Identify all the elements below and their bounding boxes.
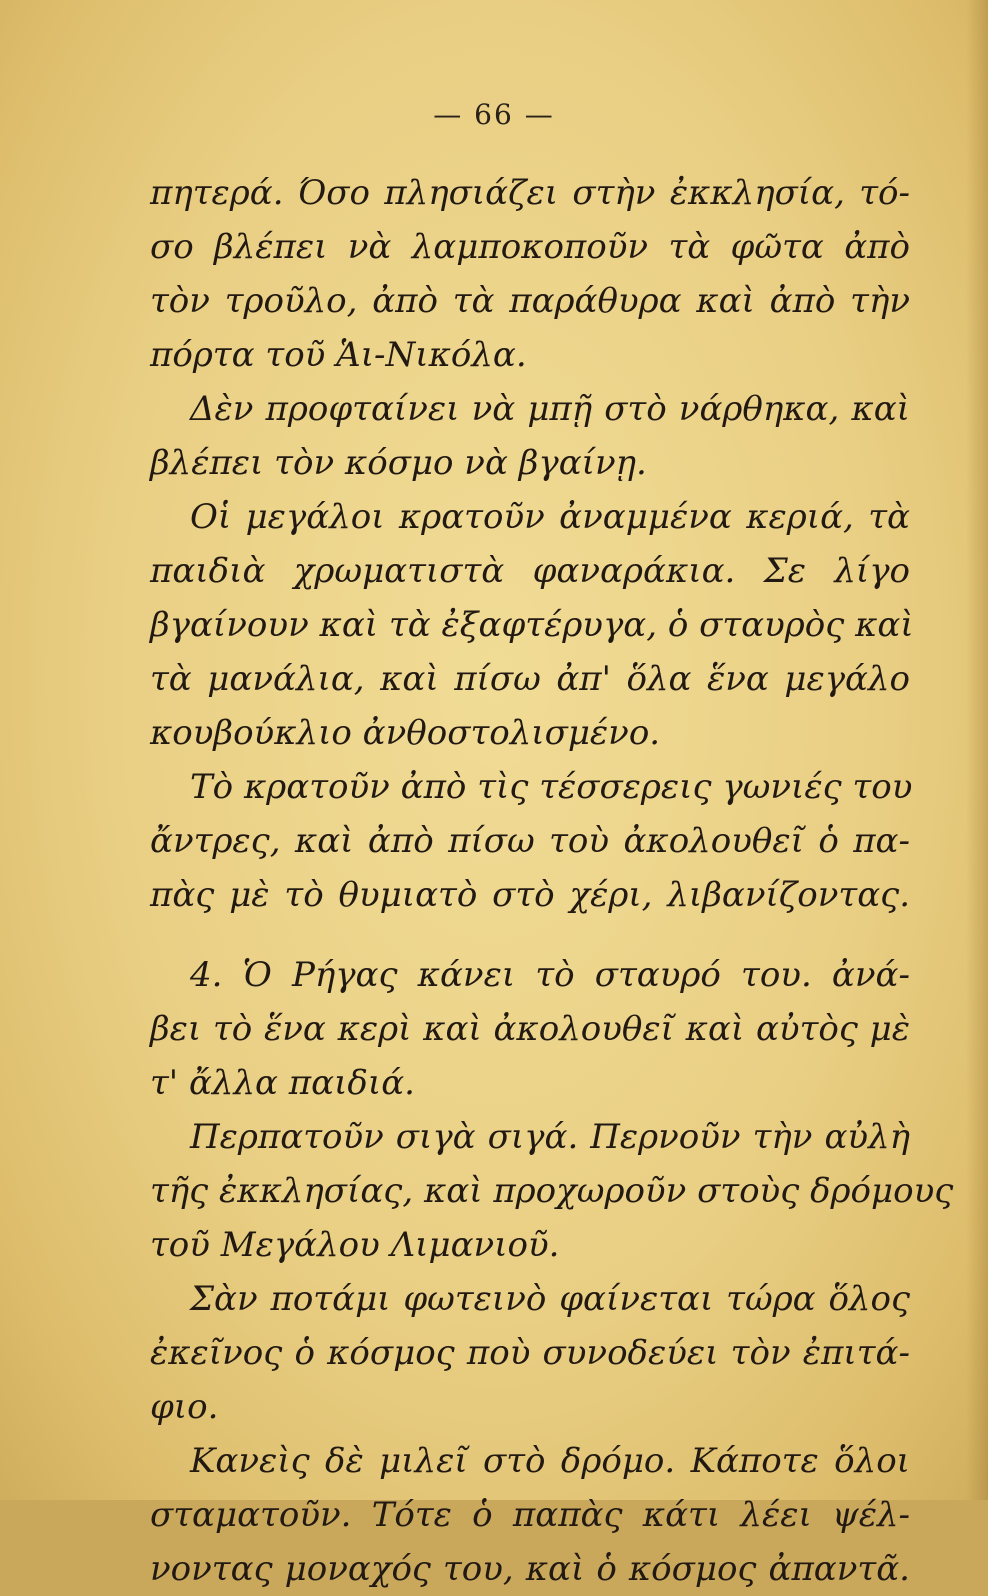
text-line: τῆς ἐκκλησίας, καὶ προχωροῦν στοὺς δρόμους xyxy=(150,1171,954,1211)
text-line: τοῦ Μεγάλου Λιμανιοῦ. xyxy=(150,1225,560,1265)
text-line: βει τὸ ἕνα κερὶ καὶ ἀκολουθεῖ καὶ αὐτὸς μὲ xyxy=(150,1009,910,1049)
page-edge-shadow xyxy=(966,0,988,1500)
text-line: Σὰν ποτάμι φωτεινὸ φαίνεται τώρα ὅλος xyxy=(190,1279,910,1319)
text-line: Δὲν προφταίνει νὰ μπῇ στὸ νάρθηκα, καὶ xyxy=(190,389,910,429)
text-line: νοντας μοναχός του, καὶ ὁ κόσμος ἀπαντᾶ. xyxy=(150,1549,910,1589)
text-line: τ' ἄλλα παιδιά. xyxy=(150,1063,415,1103)
text-line: παιδιὰ χρωματιστὰ φαναράκια. Σε λίγο xyxy=(150,551,910,591)
section-gap xyxy=(150,922,910,948)
text-line: Περπατοῦν σιγὰ σιγά. Περνοῦν τὴν αὐλὴ xyxy=(190,1117,910,1157)
text-line: τὰ μανάλια, καὶ πίσω ἀπ' ὅλα ἕνα μεγάλο xyxy=(150,659,910,699)
text-line: ἐκεῖνος ὁ κόσμος ποὺ συνοδεύει τὸν ἐπιτά- xyxy=(150,1333,910,1373)
text-line: βγαίνουν καὶ τὰ ἐξαφτέρυγα, ὁ σταυρὸς καὶ xyxy=(150,605,914,645)
text-line: σταματοῦν. Τότε ὁ παπὰς κάτι λέει ψέλ- xyxy=(150,1495,910,1535)
body-text xyxy=(150,166,954,1596)
text-line: Οἱ μεγάλοι κρατοῦν ἀναμμένα κεριά, τὰ xyxy=(190,497,910,537)
text-line: φιο. xyxy=(150,1387,219,1427)
text-line: πητερά. Όσο πλησιάζει στὴν ἐκκλησία, τό- xyxy=(150,173,910,213)
text-line: 4. Ὁ Ρήγας κάνει τὸ σταυρό του. ἀνά- xyxy=(190,955,910,995)
text-line: σο βλέπει νὰ λαμποκοποῦν τὰ φῶτα ἀπὸ xyxy=(150,227,910,267)
text-line: πόρτα τοῦ Ἁι-Νικόλα. xyxy=(150,335,527,375)
text-line: ἄντρες, καὶ ἀπὸ πίσω τοὺ ἀκολουθεῖ ὁ πα- xyxy=(150,821,910,861)
text-line: Κανεὶς δὲ μιλεῖ στὸ δρόμο. Κάποτε ὅλοι xyxy=(190,1441,910,1481)
text-line: Τὸ κρατοῦν ἀπὸ τὶς τέσσερεις γωνιές του xyxy=(190,767,913,807)
text-line: βλέπει τὸν κόσμο νὰ βγαίνῃ. xyxy=(150,443,647,483)
page-number: — 66 — xyxy=(433,98,555,131)
text-line: τὸν τροῦλο, ἀπὸ τὰ παράθυρα καὶ ἀπὸ τὴν xyxy=(150,281,910,321)
text-line: κουβούκλιο ἀνθοστολισμένο. xyxy=(150,713,661,753)
text-line: πὰς μὲ τὸ θυμιατὸ στὸ χέρι, λιβανίζοντας. xyxy=(150,875,910,915)
